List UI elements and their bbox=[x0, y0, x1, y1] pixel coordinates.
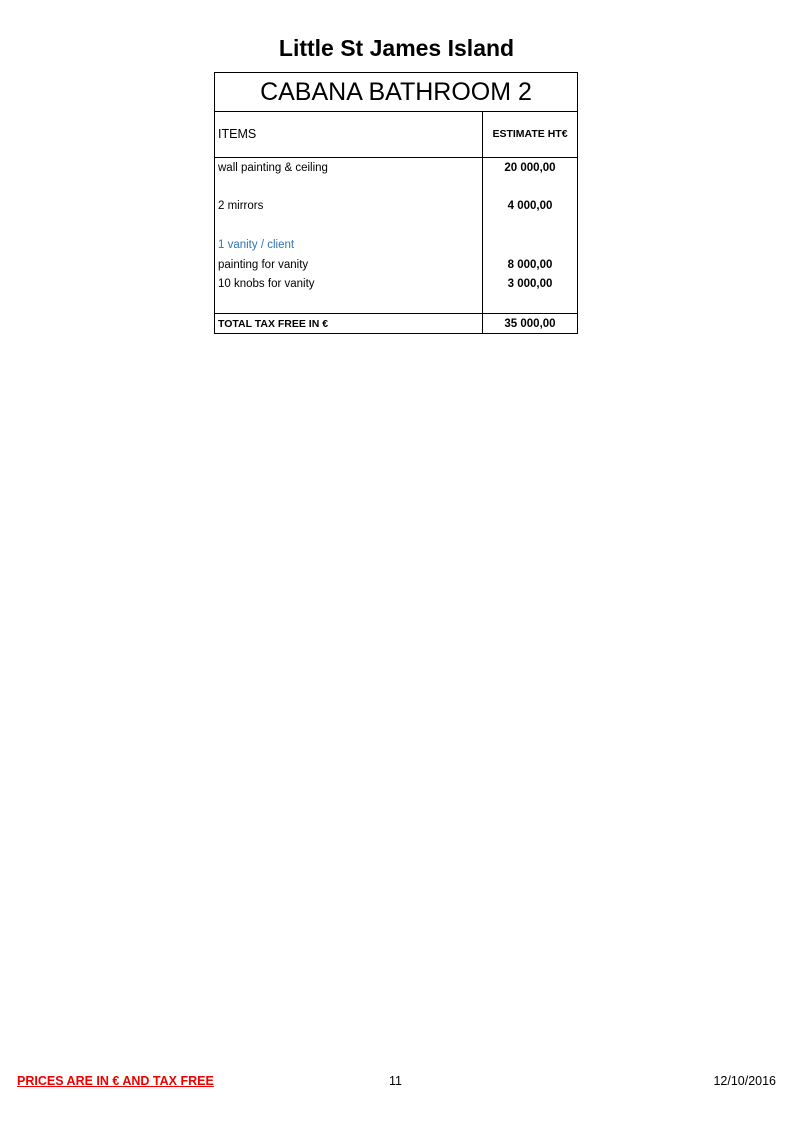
page-title: Little St James Island bbox=[278, 35, 515, 61]
estimate-column-header: ESTIMATE HT€ bbox=[492, 128, 568, 140]
total-divider bbox=[215, 313, 577, 314]
page-number: 11 bbox=[389, 1074, 402, 1088]
estimate-table bbox=[214, 72, 578, 334]
item-value: 8 000,00 bbox=[507, 259, 553, 271]
column-divider bbox=[482, 112, 483, 158]
items-column-header: ITEMS bbox=[218, 127, 257, 141]
item-value: 4 000,00 bbox=[507, 200, 553, 212]
footer-price-note: PRICES ARE IN € AND TAX FREE bbox=[17, 1074, 214, 1088]
item-label: painting for vanity bbox=[218, 259, 309, 271]
footer-date: 12/10/2016 bbox=[713, 1074, 776, 1088]
item-label: wall painting & ceiling bbox=[218, 162, 328, 174]
item-value: 20 000,00 bbox=[504, 162, 556, 174]
total-label: TOTAL TAX FREE IN € bbox=[218, 318, 329, 330]
total-value: 35 000,00 bbox=[504, 318, 556, 330]
item-label: 1 vanity / client bbox=[218, 239, 295, 251]
item-label: 2 mirrors bbox=[218, 200, 264, 212]
column-divider bbox=[482, 158, 483, 333]
item-value: 3 000,00 bbox=[507, 278, 553, 290]
item-label: 10 knobs for vanity bbox=[218, 278, 315, 290]
header-divider bbox=[215, 157, 577, 158]
sheet-title: CABANA BATHROOM 2 bbox=[215, 73, 577, 112]
